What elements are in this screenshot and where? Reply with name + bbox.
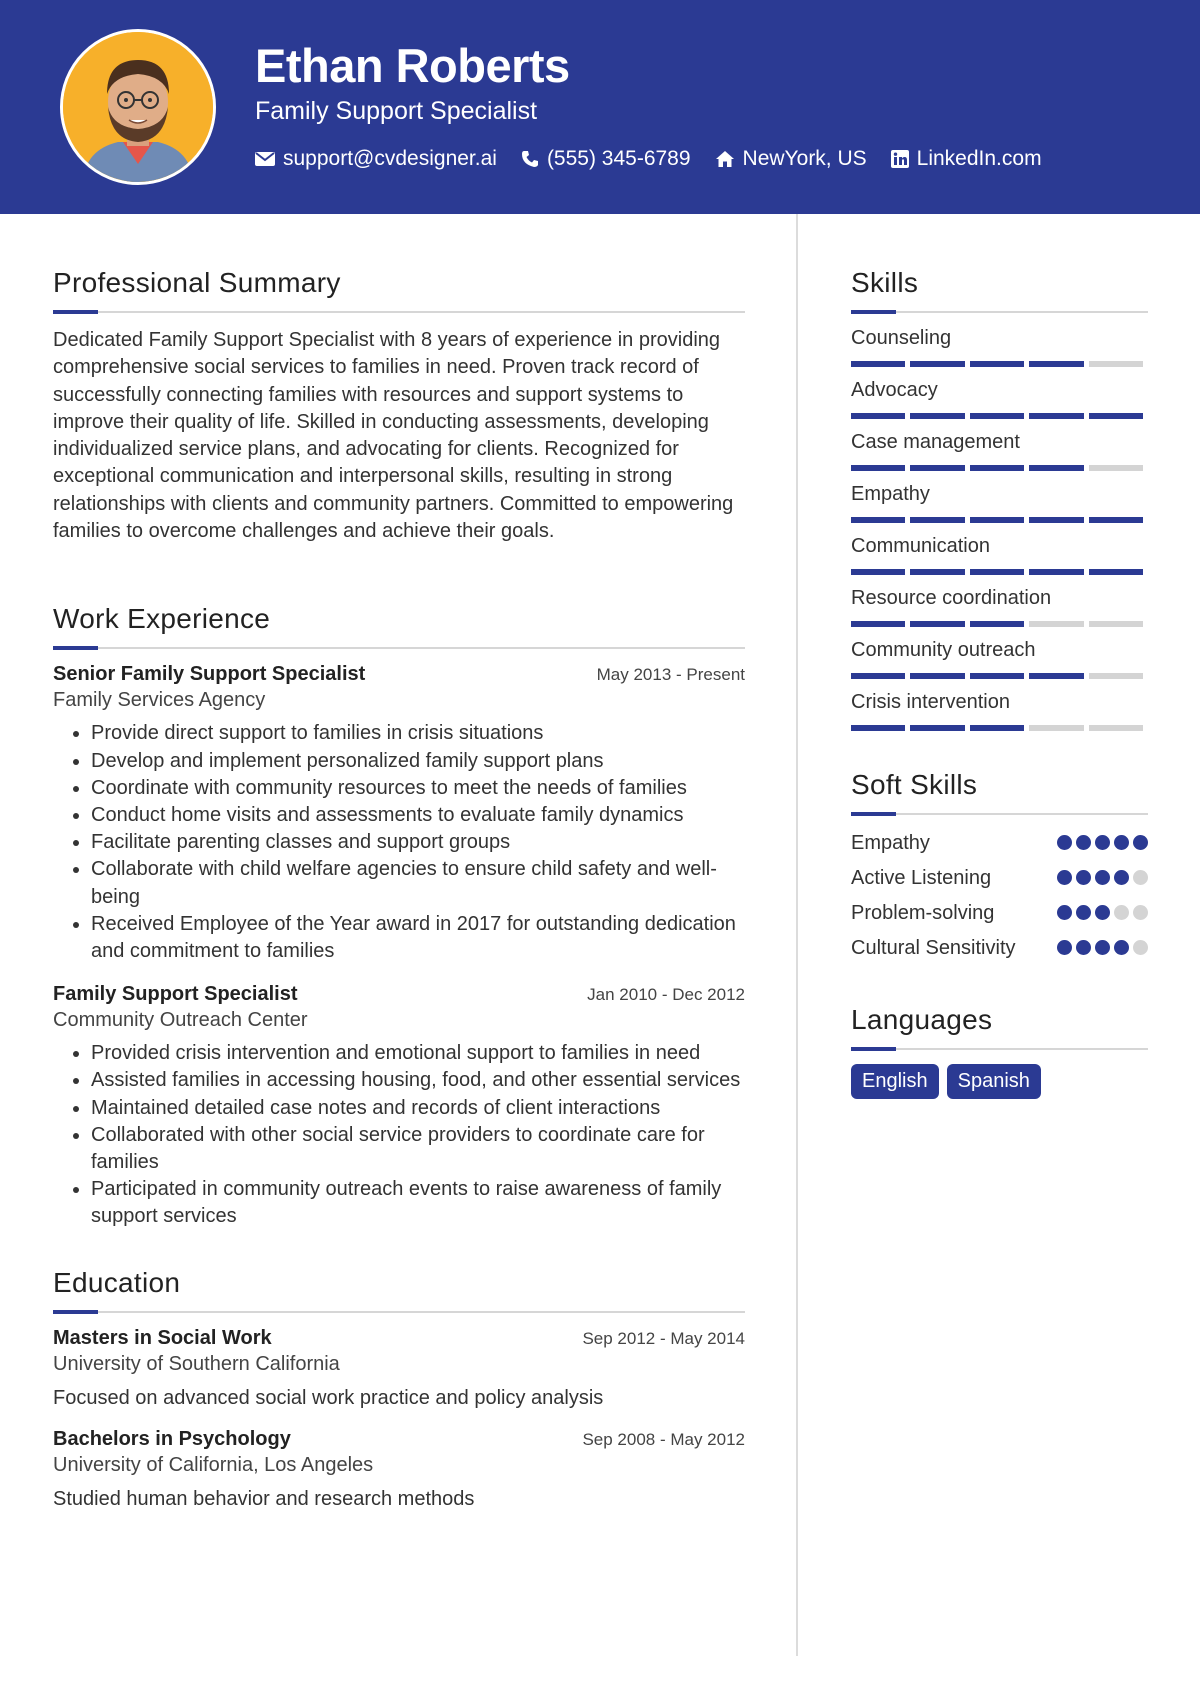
skill-level-bar xyxy=(851,725,1148,731)
skill-level-segment xyxy=(970,361,1024,367)
skill-level-segment xyxy=(851,361,905,367)
column-divider xyxy=(796,214,798,1656)
soft-skill-name: Cultural Sensitivity xyxy=(851,937,1016,959)
skill-name: Community outreach xyxy=(851,639,1036,661)
job-header xyxy=(53,983,745,1006)
education-header xyxy=(53,1327,745,1350)
skill-level-bar xyxy=(851,621,1148,627)
rating-dot xyxy=(1057,905,1072,920)
skill-level-segment xyxy=(910,725,964,731)
rating-dot xyxy=(1114,940,1129,955)
job-bullet: • Received Employee of the Year award in 2017 for outstanding dedication and commitment to families xyxy=(91,911,745,965)
skill-level-segment xyxy=(1029,465,1083,471)
skill-item xyxy=(851,483,1148,523)
header-banner xyxy=(0,0,1200,214)
contact-linkedin[interactable] xyxy=(891,147,1042,171)
languages-list xyxy=(851,1064,1148,1099)
skill-level-segment xyxy=(910,465,964,471)
skill-level-segment xyxy=(851,621,905,627)
skills-heading: Skills xyxy=(851,267,919,298)
section-header xyxy=(53,1267,745,1313)
skill-level-segment xyxy=(1089,725,1143,731)
job-header xyxy=(53,663,745,686)
education-date: Sep 2008 - May 2012 xyxy=(582,1429,745,1449)
soft-skill-name: Active Listening xyxy=(851,867,992,889)
envelope-icon xyxy=(255,151,275,167)
soft-skill-rating xyxy=(1053,870,1148,892)
skill-item xyxy=(851,327,1148,367)
job-bullets xyxy=(53,1040,745,1230)
education-header xyxy=(53,1428,745,1451)
skill-level-segment xyxy=(1089,413,1143,419)
rating-dot xyxy=(1057,835,1072,850)
skill-level-segment xyxy=(910,517,964,523)
skill-level-segment xyxy=(1029,517,1083,523)
job-org: Community Outreach Center xyxy=(53,1009,308,1032)
summary-section xyxy=(53,267,745,545)
soft-skill-rating xyxy=(1053,905,1148,927)
education-heading: Education xyxy=(53,1266,181,1298)
section-header xyxy=(53,267,745,313)
rating-dot xyxy=(1057,940,1072,955)
skill-name: Communication xyxy=(851,535,990,557)
skill-level-segment xyxy=(1089,361,1143,367)
job-bullet: • Facilitate parenting classes and support groups xyxy=(91,829,745,856)
education-description: Studied human behavior and research methods xyxy=(53,1487,475,1510)
sidebar-column xyxy=(851,267,1148,1099)
languages-heading: Languages xyxy=(851,1004,993,1035)
rating-dot xyxy=(1133,940,1148,955)
section-rule xyxy=(53,647,745,649)
soft-skill-name: Problem-solving xyxy=(851,902,995,924)
rating-dot xyxy=(1133,870,1148,885)
skill-item xyxy=(851,431,1148,471)
skill-level-segment xyxy=(910,673,964,679)
skill-level-segment xyxy=(970,465,1024,471)
job-bullets xyxy=(53,720,745,965)
skill-level-segment xyxy=(851,569,905,575)
skill-level-bar xyxy=(851,569,1148,575)
job-bullet: • Coordinate with community resources to meet the needs of families xyxy=(91,775,745,802)
soft-skill-rating xyxy=(1053,835,1148,857)
job-entry xyxy=(53,663,745,965)
rating-dot xyxy=(1076,940,1091,955)
languages-section xyxy=(851,1004,1148,1099)
contact-phone[interactable] xyxy=(521,147,691,171)
skill-level-segment xyxy=(1089,465,1143,471)
education-entry xyxy=(53,1428,745,1511)
skill-level-segment xyxy=(910,413,964,419)
skill-level-segment xyxy=(851,465,905,471)
skill-level-segment xyxy=(970,673,1024,679)
skill-level-segment xyxy=(1089,569,1143,575)
soft-skill-item xyxy=(851,899,1148,927)
soft-skill-name: Empathy xyxy=(851,832,930,854)
skill-item xyxy=(851,535,1148,575)
section-accent xyxy=(53,310,98,314)
rating-dot xyxy=(1095,940,1110,955)
degree-title: Bachelors in Psychology xyxy=(53,1427,291,1450)
school-name: University of Southern California xyxy=(53,1352,340,1375)
skill-item xyxy=(851,691,1148,731)
contact-location-text: NewYork, US xyxy=(742,147,867,170)
skill-level-segment xyxy=(970,569,1024,575)
skill-item xyxy=(851,639,1148,679)
rating-dot xyxy=(1095,905,1110,920)
section-header xyxy=(53,603,745,649)
skill-level-segment xyxy=(1089,621,1143,627)
soft-skills-list xyxy=(851,829,1148,962)
summary-text: Dedicated Family Support Specialist with 8 years of experience in providing comprehensive social services to families in need. Proven track record of successfully connecting families with resources and support systems to improve their quality of life. Skilled in conducting assessments, developing individualized service plans, and advocating for clients. Recognized for exceptional communication and interpersonal skills, resulting in strong relationships with clients and community partners. Committed to empowering families to overcome challenges and achieve their goals. xyxy=(53,329,734,543)
skill-name: Empathy xyxy=(851,483,930,505)
job-bullet: • Conduct home visits and assessments to evaluate family dynamics xyxy=(91,802,745,829)
skill-level-segment xyxy=(910,361,964,367)
job-title: Senior Family Support Specialist xyxy=(53,663,366,686)
job-org: Family Services Agency xyxy=(53,689,266,712)
experience-heading: Work Experience xyxy=(53,603,271,635)
skill-level-segment xyxy=(1029,569,1083,575)
section-rule xyxy=(53,311,745,313)
language-tag: Spanish xyxy=(947,1064,1041,1099)
skill-level-bar xyxy=(851,517,1148,523)
job-date: May 2013 - Present xyxy=(596,665,745,685)
job-bullet: • Collaborate with child welfare agencies to ensure child safety and well-being xyxy=(91,856,745,910)
skill-level-segment xyxy=(1029,361,1083,367)
education-date: Sep 2012 - May 2014 xyxy=(582,1328,745,1348)
job-bullet: • Provide direct support to families in crisis situations xyxy=(91,720,745,747)
soft-skill-rating xyxy=(1053,940,1148,962)
skill-level-segment xyxy=(970,413,1024,419)
job-bullet: • Assisted families in accessing housing, food, and other essential services xyxy=(91,1067,745,1094)
contact-email[interactable] xyxy=(255,147,497,171)
skill-level-segment xyxy=(1029,725,1083,731)
experience-section xyxy=(53,603,745,1230)
skill-level-segment xyxy=(851,517,905,523)
skill-name: Advocacy xyxy=(851,379,938,401)
job-entry xyxy=(53,983,745,1230)
soft-skill-item xyxy=(851,864,1148,892)
section-accent xyxy=(851,812,896,816)
contact-linkedin-text: LinkedIn.com xyxy=(916,147,1042,170)
candidate-name: Ethan Roberts xyxy=(255,39,570,92)
section-header xyxy=(851,267,1148,313)
soft-skill-item xyxy=(851,829,1148,857)
degree-title: Masters in Social Work xyxy=(53,1326,272,1349)
avatar xyxy=(60,29,216,185)
section-rule xyxy=(53,1311,745,1313)
skill-level-segment xyxy=(910,569,964,575)
skill-level-bar xyxy=(851,413,1148,419)
rating-dot xyxy=(1076,870,1091,885)
job-title: Family Support Specialist xyxy=(53,983,298,1006)
skill-level-bar xyxy=(851,673,1148,679)
skill-level-segment xyxy=(1089,673,1143,679)
skill-name: Resource coordination xyxy=(851,587,1052,609)
skill-level-segment xyxy=(970,517,1024,523)
skill-level-segment xyxy=(1029,673,1083,679)
rating-dot xyxy=(1057,870,1072,885)
skill-item xyxy=(851,379,1148,419)
skill-level-segment xyxy=(970,621,1024,627)
soft-skills-heading: Soft Skills xyxy=(851,769,978,800)
skill-level-segment xyxy=(851,673,905,679)
skill-level-segment xyxy=(851,725,905,731)
job-bullet: • Participated in community outreach events to raise awareness of family support services xyxy=(91,1176,745,1230)
job-bullet: • Provided crisis intervention and emotional support to families in need xyxy=(91,1040,745,1067)
school-name: University of California, Los Angeles xyxy=(53,1453,374,1476)
section-accent xyxy=(851,310,896,314)
main-column xyxy=(53,267,745,1523)
linkedin-icon xyxy=(891,150,909,168)
phone-icon xyxy=(521,150,539,168)
skill-level-segment xyxy=(851,413,905,419)
rating-dot xyxy=(1076,835,1091,850)
contact-location xyxy=(715,147,867,171)
section-header xyxy=(851,769,1148,815)
rating-dot xyxy=(1133,835,1148,850)
education-section xyxy=(53,1267,745,1511)
rating-dot xyxy=(1114,835,1129,850)
skill-name: Crisis intervention xyxy=(851,691,1010,713)
contact-list xyxy=(255,147,1066,171)
summary-heading: Professional Summary xyxy=(53,267,341,298)
skills-section xyxy=(851,267,1148,731)
skill-level-bar xyxy=(851,465,1148,471)
skills-list xyxy=(851,327,1148,731)
contact-email-text: support@cvdesigner.ai xyxy=(283,147,497,170)
contact-phone-text: (555) 345-6789 xyxy=(546,147,691,170)
education-entry xyxy=(53,1327,745,1410)
rating-dot xyxy=(1114,905,1129,920)
home-icon xyxy=(715,150,735,168)
section-accent xyxy=(53,1310,98,1314)
rating-dot xyxy=(1133,905,1148,920)
skill-item xyxy=(851,587,1148,627)
soft-skills-section xyxy=(851,769,1148,962)
job-bullet: • Develop and implement personalized family support plans xyxy=(91,748,745,775)
skill-name: Counseling xyxy=(851,327,952,349)
skill-level-segment xyxy=(1029,413,1083,419)
skill-level-segment xyxy=(1089,517,1143,523)
job-date: Jan 2010 - Dec 2012 xyxy=(587,985,745,1005)
education-description: Focused on advanced social work practice and policy analysis xyxy=(53,1386,604,1409)
section-accent xyxy=(851,1047,896,1051)
skill-level-bar xyxy=(851,361,1148,367)
job-bullet: • Collaborated with other social service providers to coordinate care for families xyxy=(91,1122,745,1176)
soft-skill-item xyxy=(851,934,1148,962)
skill-name: Case management xyxy=(851,431,1020,453)
section-header xyxy=(851,1004,1148,1050)
language-tag: English xyxy=(851,1064,939,1099)
rating-dot xyxy=(1095,870,1110,885)
rating-dot xyxy=(1114,870,1129,885)
rating-dot xyxy=(1076,905,1091,920)
skill-level-segment xyxy=(1029,621,1083,627)
skill-level-segment xyxy=(910,621,964,627)
profile-photo xyxy=(63,32,213,182)
section-accent xyxy=(53,646,98,650)
rating-dot xyxy=(1095,835,1110,850)
candidate-title: Family Support Specialist xyxy=(255,97,538,125)
skill-level-segment xyxy=(970,725,1024,731)
job-bullet: • Maintained detailed case notes and records of client interactions xyxy=(91,1095,745,1122)
